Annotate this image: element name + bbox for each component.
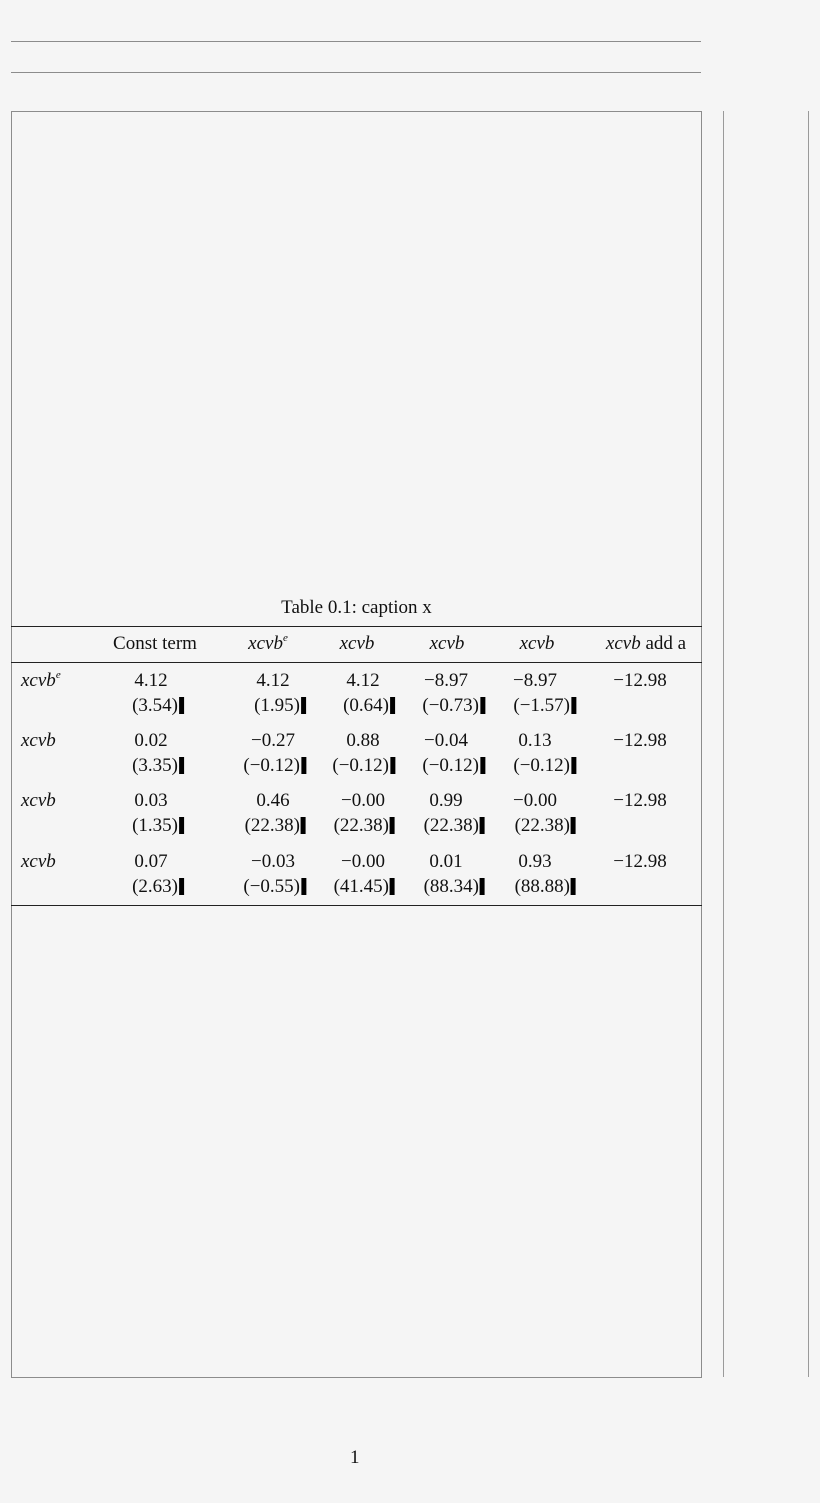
marker-bar [301,878,306,895]
coef-value: −12.98 [613,851,667,872]
std-error-text: (88.88) [514,876,570,897]
col-header-4 [430,633,465,655]
std-error-text: (1.95) [254,695,300,716]
col-header-label: xcvb [429,633,465,654]
col-header-6 [606,633,686,655]
std-error-text: (−0.73) [422,695,479,716]
marker-bar [480,878,485,895]
coef-value: 0.46 [256,790,290,811]
coef-value: 0.01 [429,851,463,872]
marker-bar [480,697,485,714]
std-error [254,695,306,717]
coef-value: 0.99 [429,790,463,811]
std-error-text: (−0.12) [422,755,479,776]
std-error-text: (3.35) [132,755,178,776]
marker-bar [179,757,184,774]
std-error [245,815,306,837]
table-caption: Table 0.1: caption x [281,597,432,618]
std-error-text: (41.45) [333,876,389,897]
margin-line-right [808,111,809,1377]
col-header-label: xcvb [605,633,641,654]
std-error-text: (22.38) [333,815,389,836]
std-error [513,755,576,777]
table-bottom-rule [11,905,702,906]
std-error-text: (22.38) [244,815,300,836]
col-header-label: xcvb [339,633,375,654]
coef-value: −0.00 [341,851,385,872]
marker-bar [301,697,306,714]
marker-bar [179,878,184,895]
marker-bar [480,757,485,774]
std-error-text: (0.64) [343,695,389,716]
row-label-text: xcvb [21,670,56,691]
std-error [132,755,184,777]
row-label [21,730,56,752]
coef-value: 0.93 [518,851,552,872]
std-error [513,695,576,717]
std-error [132,815,184,837]
coef-value: 4.12 [134,670,168,691]
coef-value: 0.07 [134,851,168,872]
marker-bar [301,817,306,834]
col-header-label: xcvb [248,633,283,654]
coef-value: 4.12 [256,670,290,691]
coef-value: −0.03 [251,851,295,872]
marker-bar [571,878,576,895]
std-error-text: (−1.57) [513,695,570,716]
std-error [515,815,576,837]
marker-bar [390,817,395,834]
coef-value: 0.03 [134,790,168,811]
std-error [343,695,395,717]
std-error [132,876,184,898]
coef-value: 0.88 [346,730,380,751]
std-error-text: (1.35) [132,815,178,836]
coef-value: −0.27 [251,730,295,751]
coef-value: −0.04 [424,730,468,751]
marker-bar [571,757,576,774]
std-error-text: (22.38) [423,815,479,836]
marker-bar [179,817,184,834]
coef-value: −12.98 [613,790,667,811]
marker-bar [390,757,395,774]
table-top-rule [11,626,702,627]
row-label [21,790,56,812]
table-header-rule [11,662,702,663]
std-error-text: (−0.12) [513,755,570,776]
marker-bar [480,817,485,834]
row-label-text: xcvb [21,851,56,872]
row-label-text: xcvb [21,730,56,751]
std-error-text: (3.54) [132,695,178,716]
std-error [243,876,306,898]
coef-value: 0.13 [518,730,552,751]
std-error [422,695,485,717]
marker-bar [390,878,395,895]
marker-bar [179,697,184,714]
col-header-label: xcvb [519,633,555,654]
header-rule-top [11,41,701,42]
col-header-2 [248,633,288,655]
std-error [424,876,485,898]
row-label [21,851,56,873]
col-header-3 [340,633,375,655]
marker-bar [301,757,306,774]
row-label [21,670,61,692]
col-header-label: Const term [113,633,197,654]
col-header-const-term [113,633,197,655]
coef-value: −12.98 [613,730,667,751]
marker-bar [571,817,576,834]
margin-line-left [723,111,724,1377]
page-number: 1 [350,1447,360,1468]
marker-bar [390,697,395,714]
std-error [243,755,306,777]
std-error-text: (−0.55) [243,876,300,897]
col-header-5 [520,633,555,655]
col-header-sup: e [282,632,288,644]
std-error-text: (−0.12) [243,755,300,776]
std-error [132,695,184,717]
coef-value: 0.02 [134,730,168,751]
std-error [332,755,395,777]
coef-value: −0.00 [341,790,385,811]
std-error [334,815,395,837]
coef-value: −8.97 [424,670,468,691]
std-error [515,876,576,898]
std-error-text: (−0.12) [332,755,389,776]
std-error-text: (22.38) [514,815,570,836]
row-label-text: xcvb [21,790,56,811]
marker-bar [571,697,576,714]
coef-value: 4.12 [346,670,380,691]
std-error [422,755,485,777]
header-rule-bottom [11,72,701,73]
coef-value: −8.97 [513,670,557,691]
col-header-label-rest: add a [640,633,687,654]
std-error-text: (2.63) [132,876,178,897]
std-error [424,815,485,837]
std-error-text: (88.34) [423,876,479,897]
coef-value: −0.00 [513,790,557,811]
coef-value: −12.98 [613,670,667,691]
std-error [334,876,395,898]
row-label-sup: e [55,669,61,681]
